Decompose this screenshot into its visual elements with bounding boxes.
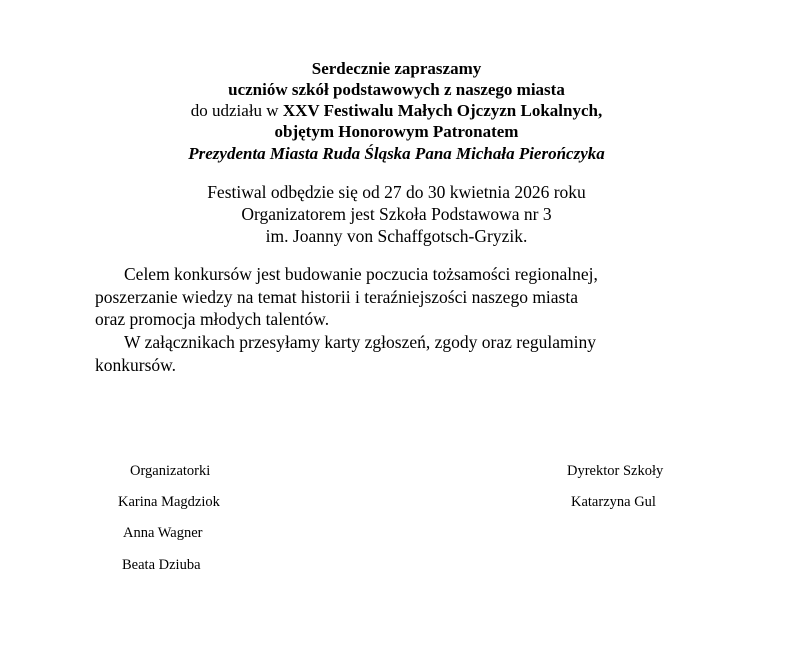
body-line-3: oraz promocja młodych talentów. [95, 309, 330, 329]
body-line-4: W załącznikach przesyłamy karty zgłoszeń, zgody oraz regulaminy [124, 332, 596, 352]
body-line-2: poszerzanie wiedzy na temat historii i teraźniejszości naszego miasta [95, 287, 579, 307]
director-name: Katarzyna Gul [571, 494, 656, 510]
organizer-name: Karina Magdziok [118, 494, 220, 510]
invitation-line-2: uczniów szkół podstawowych z naszego miasta [228, 80, 565, 99]
organizers-heading: Organizatorki [130, 463, 211, 479]
patron-name: Prezydenta Miasta Ruda Śląska Pana Michała Pierończyka [188, 144, 605, 163]
festival-name: XXV Festiwalu Małych Ojczyzn Lokalnych, [282, 101, 603, 120]
school-patron: im. Joanny von Schaffgotsch-Gryzik. [265, 226, 528, 246]
invitation-line-3-prefix: do udziału w [190, 101, 283, 120]
invitation-line-4: objętym Honorowym Patronatem [274, 122, 519, 141]
director-heading: Dyrektor Szkoły [567, 463, 664, 479]
festival-organizer: Organizatorem jest Szkoła Podstawowa nr 3 [241, 204, 552, 224]
invitation-line-1: Serdecznie zapraszamy [311, 59, 482, 78]
invitation-line-3 [0, 100, 793, 121]
body-line-5: konkursów. [95, 355, 177, 375]
festival-dates: Festiwal odbędzie się od 27 do 30 kwietnia 2026 roku [207, 182, 586, 202]
organizer-name: Beata Dziuba [122, 557, 201, 573]
body-line-1: Celem konkursów jest budowanie poczucia tożsamości regionalnej, [124, 264, 598, 284]
organizer-name: Anna Wagner [123, 525, 203, 541]
